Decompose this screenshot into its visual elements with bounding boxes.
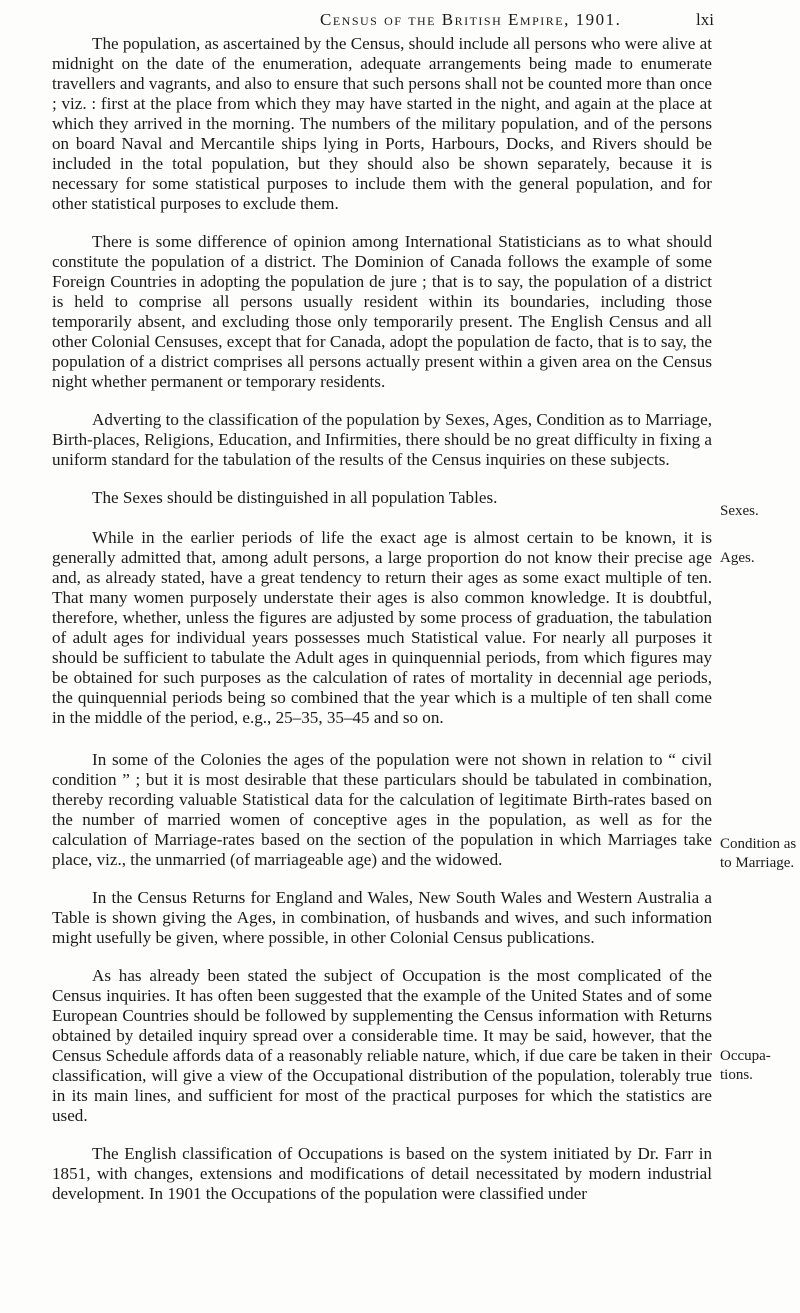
paragraph-civil-condition: In some of the Colonies the ages of the population were not shown in relation to “ civil condition ” ; but it is most desirable that these particulars should be tabulated in combination, thereby recording valuable Statistical data for the calculation of legitimate Birth-rates based on the number of married women of conceptive ages in the population, as well as for the calculation of Marriage-rates based on the section of the population in which Marriages take place, viz., the unmarried (of marriageable age) and the widowed.: [52, 750, 712, 869]
paragraph-sexes: The Sexes should be distinguished in all population Tables.: [92, 488, 498, 507]
paragraph-ages: While in the earlier periods of life the exact age is almost certain to be known, it is generally admitted that, among adult persons, a large proportion do not know their precise age and, as already stated, have a great tendency to return their ages as some exact multiple of ten. That many women purposely understate their ages is also common knowledge. It is doubtful, therefore, whether, unless the figures are adjusted by some process of graduation, the tabulation of adult ages for individual years possesses much Statistical value. For nearly all purposes it should be sufficient to tabulate the Adult ages in quinquennial periods, from which figures may be obtained for such purposes as the calculation of rates of mortality in decennial age periods, the quinquennial periods being so combined that the year which is a multiple of ten shall come in the middle of the period, e.g., 25–35, 35–45 and so on.: [52, 528, 712, 727]
paragraph-enumeration: The population, as ascertained by the Census, should include all persons who were alive at midnight on the date of the enumeration, adequate arrangements being made to enumerate travellers and vagrants, and also to ensure that such persons shall not be counted more than once ; viz. : first at the place from which they may have started in the night, and again at the place at which they arrived in the morning. The numbers of the military population, and of the persons on board Naval and Mercantile ships lying in Ports, Harbours, Docks, and Rivers should be included in the total population, but they should also be shown separately, because it is necessary for some statistical purposes to include them with the general population, and for other statistical purposes to exclude them.: [52, 34, 712, 213]
running-title: Census of the British Empire, 1901.: [320, 10, 622, 29]
paragraph-husbands-wives: In the Census Returns for England and Wales, New South Wales and Western Australia a Table is shown giving the Ages, in combination, of husbands and wives, and such information might usefully be given, where possible, in other Colonial Census publications.: [52, 888, 712, 947]
paragraph-occupations: As has already been stated the subject of Occupation is the most complicated of the Census inquiries. It has often been suggested that the example of the United States and of some European Countries should be followed by supplementing the Census information with Returns obtained by detailed inquiry spread over a considerable time. It may be said, however, that the Census Schedule affords data of a reasonably reliable nature, which, if due care be taken in their classification, will give a view of the Occupational distribution of the population, tolerably true in its main lines, and sufficient for most of the practical purposes for which the statistics are used.: [52, 966, 712, 1125]
body-text: [52, 34, 712, 1222]
paragraph-classification: Adverting to the classification of the population by Sexes, Ages, Condition as to Marriage, Birth-places, Religions, Education, and Infirmities, there should be no great difficulty in fixing a uniform standard for the tabulation of the results of the Census inquiries on these subjects.: [52, 410, 713, 469]
margin-note-ages: Ages.: [720, 550, 755, 566]
page-number: lxi: [696, 10, 714, 29]
margin-note-condition: Condition as to Marriage.: [720, 836, 797, 871]
running-header: [0, 10, 800, 36]
paragraph-english-classification: The English classification of Occupations is based on the system initiated by Dr. Farr in 1851, with changes, extensions and modifications of detail necessitated by modern industrial development. In 1901 the Occupations of the population were classified under: [52, 1144, 712, 1203]
margin-note-sexes: Sexes.: [720, 503, 759, 519]
margin-note-occupations: Occupa- tions.: [720, 1048, 771, 1083]
paragraph-de-jure-de-facto: There is some difference of opinion among International Statisticians as to what should constitute the population of a district. The Dominion of Canada follows the example of some Foreign Countries in adopting the population de jure ; that is to say, the population of a district is held to comprise all persons usually resident within its boundaries, including those temporarily absent, and excluding those only temporarily present. The English Census and all other Colonial Censuses, except that for Canada, adopt the population de facto, that is to say, the population of a district comprises all persons actually present within a given area on the Census night whether permanent or temporary residents.: [52, 232, 712, 391]
